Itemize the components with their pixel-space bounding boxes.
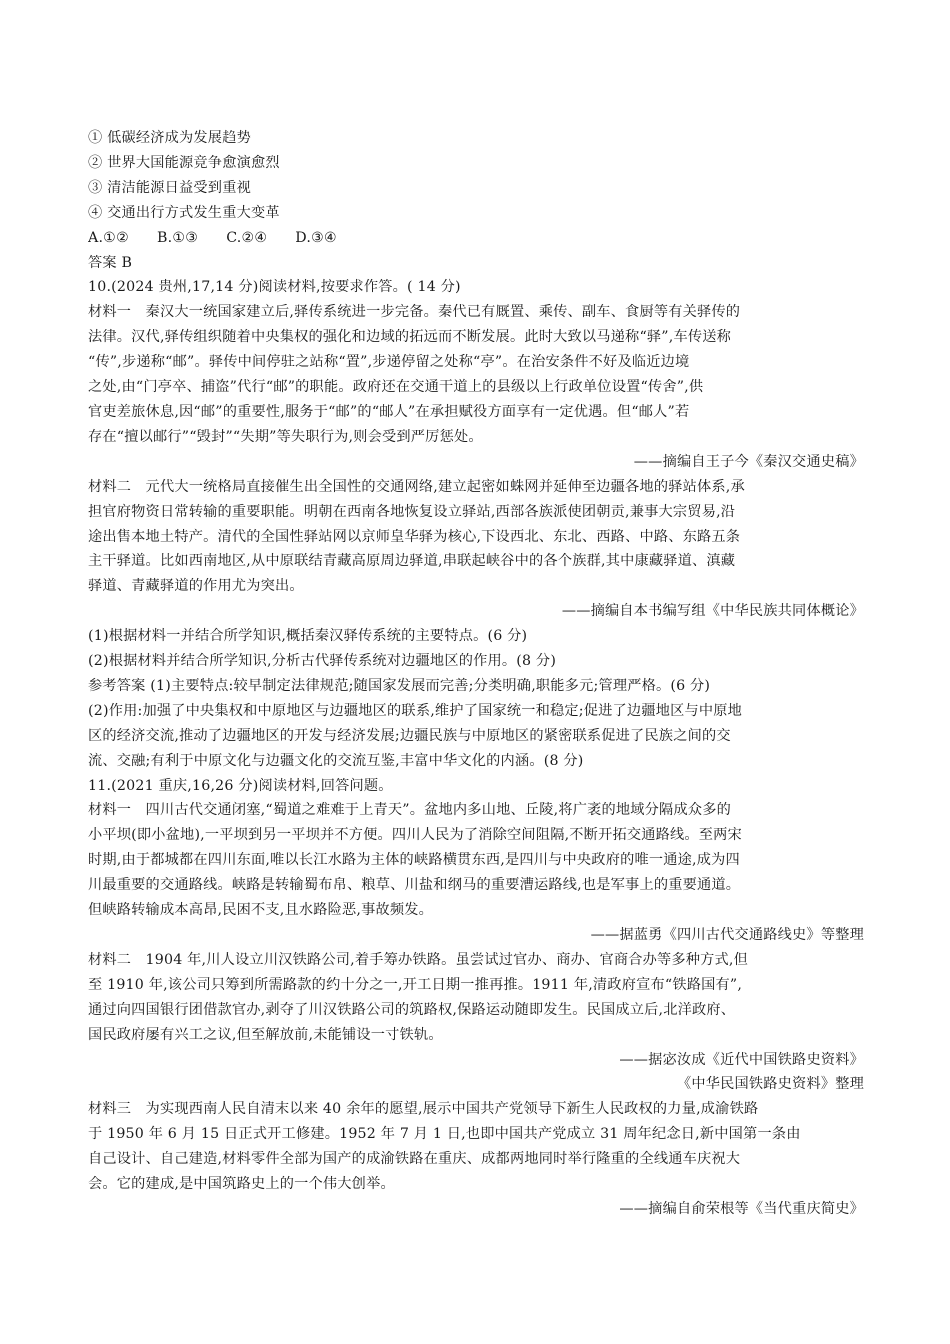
q11-m1-line: 时期,由于都城都在四川东面,唯以长江水路为主体的峡路横贯东西,是四川与中央政府的唯一通途,成为四	[88, 852, 740, 869]
q11-m1-line: 川最重要的交通路线。峡路是转输蜀布帛、粮草、川盐和纲马的重要漕运路线,也是军事上的重要通道。	[88, 877, 741, 894]
option-4: ④ 交通出行方式发生重大变革	[88, 204, 280, 221]
q10-material-1	[88, 300, 864, 474]
q11-header: 11.(2021 重庆,16,26 分)阅读材料,回答问题。	[88, 777, 393, 794]
q10-answer-line: (2)作用:加强了中央集权和中原地区与边疆地区的联系,维护了国家统一和稳定;促进了边疆地区与中原地	[88, 702, 743, 719]
q11-m3-line: 于 1950 年 6 月 15 日正式开工修建。1952 年 7 月 1 日,也即中国共产党成立 31 周年纪念日,新中国第一条由	[88, 1126, 801, 1143]
q10-header: 10.(2024 贵州,17,14 分)阅读材料,按要求作答。( 14 分)	[88, 279, 461, 296]
q11-m2-line: 国民政府屡有兴工之议,但至解放前,未能铺设一寸铁轨。	[88, 1026, 443, 1043]
q11-m2-line: 材料二 1904 年,川人设立川汉铁路公司,着手筹办铁路。虽尝试过官办、商办、官商合办等多种方式,但	[88, 951, 749, 968]
q11-m2-source-2: 《中华民国铁路史资料》整理	[676, 1076, 864, 1093]
q11-m1-line: 但峡路转输成本高昂,民困不支,且水路险恶,事故频发。	[88, 902, 434, 919]
q11-m2-line: 通过向四国银行团借款官办,剥夺了川汉铁路公司的筑路权,保路运动随即发生。民国成立后,北洋政府、	[88, 1001, 736, 1018]
q11-m3-source: ——摘编自俞荣根等《当代重庆简史》	[619, 1200, 864, 1217]
q11-m1-source: ——据蓝勇《四川古代交通路线史》等整理	[590, 927, 864, 943]
q10-material-2	[88, 475, 864, 624]
q10-m2-source: ——摘编自本书编写组《中华民族共同体概论》	[561, 603, 864, 620]
q10-sub-question-2: (2)根据材料并结合所学知识,分析古代驿传系统对边疆地区的作用。(8 分)	[88, 653, 557, 670]
choice-a: A.①②	[88, 229, 129, 246]
option-3: ③ 清洁能源日益受到重视	[88, 179, 251, 196]
options-list	[88, 126, 864, 226]
document-page	[88, 126, 864, 1222]
q10-m1-line: 法律。汉代,驿传组织随着中央集权的强化和边域的拓远而不断发展。此时大致以马递称“驿”,车传送称	[88, 329, 731, 346]
q10-m1-line: 官吏差旅休息,因“邮”的重要性,服务于“邮”的“邮人”在承担赋役方面享有一定优遇。但“邮人”若	[88, 403, 690, 420]
q10-m2-line: 主干驿道。比如西南地区,从中原联结青藏高原周边驿道,串联起峡谷中的各个族群,其中康藏驿道、滇藏	[88, 553, 736, 570]
q11-material-2	[88, 948, 864, 1097]
option-1: ① 低碳经济成为发展趋势	[88, 130, 251, 146]
q10-m2-line: 担官府物资日常转输的重要职能。明朝在西南各地恢复设立驿站,西部各族派使团朝贡,兼事大宗贸易,沿	[88, 503, 736, 520]
q11-m3-line: 自己设计、自己建造,材料零件全部为国产的成渝铁路在重庆、成都两地同时举行隆重的全线通车庆祝大	[88, 1151, 741, 1168]
choice-b: B.①③	[157, 229, 199, 246]
q10-answer-line: 区的经济交流,推动了边疆地区的开发与经济发展;边疆民族与中原地区的紧密联系促进了民族之间的交	[88, 727, 731, 744]
q11-m2-source-1: ——据宓汝成《近代中国铁路史资料》	[619, 1051, 864, 1068]
choice-c: C.②④	[226, 229, 268, 246]
q11-m3-line: 会。它的建成,是中国筑路史上的一个伟大创举。	[88, 1176, 395, 1193]
q10-m1-line: 之处,由“门亭卒、捕盗”代行“邮”的职能。政府还在交通干道上的县级以上行政单位设置“传舍”,供	[88, 379, 704, 396]
q10-m1-line: 存在“擅以邮行”“毁封”“失期”等失职行为,则会受到严厉惩处。	[88, 428, 483, 445]
answer-line: 答案 B	[88, 254, 133, 271]
q11-m1-line: 小平坝(即小盆地),一平坝到另一平坝并不方便。四川人民为了消除空间阻隔,不断开拓交通路线。至两宋	[88, 827, 742, 844]
q10-sub-question-1: (1)根据材料一并结合所学知识,概括秦汉驿传系统的主要特点。(6 分)	[88, 628, 528, 645]
question-11	[88, 774, 864, 1222]
question-10	[88, 275, 864, 773]
answer-choices	[88, 226, 864, 251]
q11-m1-line: 材料一 四川古代交通闭塞,“蜀道之难难于上青天”。盆地内多山地、丘陵,将广袤的地域分隔成众多的	[88, 802, 731, 819]
option-2: ② 世界大国能源竞争愈演愈烈	[88, 154, 280, 171]
choice-d: D.③④	[295, 229, 337, 246]
q10-answer-line: 流、交融;有利于中原文化与边疆文化的交流互鉴,丰富中华文化的内涵。(8 分)	[88, 752, 584, 769]
q10-m1-source: ——摘编自王子今《秦汉交通史稿》	[633, 453, 864, 470]
q10-m2-line: 材料二 元代大一统格局直接催生出全国性的交通网络,建立起密如蛛网并延伸至边疆各地的驿站体系,承	[88, 478, 745, 495]
q10-reference-answer	[88, 674, 864, 774]
q10-m1-line: 材料一 秦汉大一统国家建立后,驿传系统进一步完备。秦代已有厩置、乘传、副车、食厨等有关驿传的	[88, 304, 741, 321]
q11-m3-line: 材料三 为实现西南人民自清末以来 40 余年的愿望,展示中国共产党领导下新生人民政权的力量,成渝铁路	[88, 1101, 759, 1118]
q11-m2-line: 至 1910 年,该公司只筹到所需路款的约十分之一,开工日期一推再推。1911 年,清政府宣布“铁路国有”,	[88, 976, 743, 993]
q10-m1-line: “传”,步递称“邮”。驿传中间停驻之站称“置”,步递停留之处称“亭”。在治安条件不好及临近边境	[88, 354, 690, 371]
q10-answer-line: 参考答案 (1)主要特点:较早制定法律规范;随国家发展而完善;分类明确,职能多元;管理严格。(6 分)	[88, 677, 711, 694]
q11-material-1	[88, 798, 864, 947]
q10-m2-line: 途出售本地土特产。清代的全国性驿站网以京师皇华驿为核心,下设西北、东北、西路、中路、东路五条	[88, 528, 741, 545]
q11-material-3	[88, 1097, 864, 1222]
q10-m2-line: 驿道、青藏驿道的作用尤为突出。	[88, 578, 304, 595]
